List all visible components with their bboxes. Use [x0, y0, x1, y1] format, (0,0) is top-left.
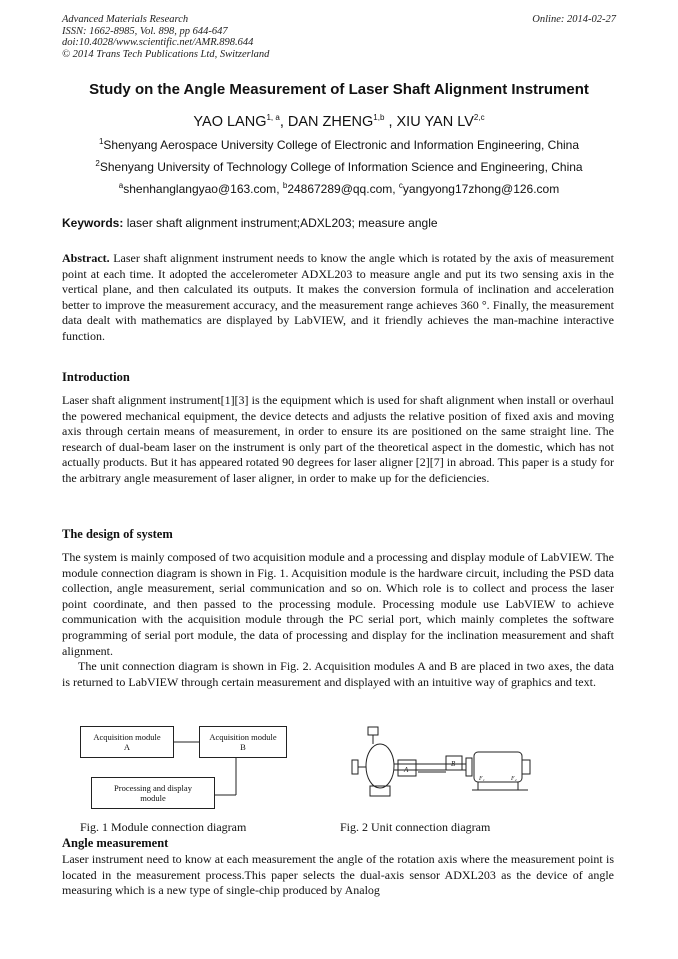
section-heading-design: The design of system: [62, 527, 173, 541]
journal-header: [62, 14, 269, 60]
design-paragraph-2: The unit connection diagram is shown in Fig. 2. Acquisition modules A and B are placed in two axes, the data is returned to LabVIEW through certain measurement and displayed with an intuitive way of graphics and text.: [62, 659, 614, 689]
affiliation-sup: 1: [98, 137, 104, 146]
email-list: $^a$shenhanglangyao@163.com, $^b$24867289@qq.com, $^c$yangyong17zhong@126.com: [118, 181, 560, 196]
acquisition-module-a-box: [80, 726, 174, 758]
author-name: YAO LANG: [193, 114, 267, 130]
author-name: XIU YAN LV: [396, 114, 474, 130]
affiliation-sup: 2: [95, 159, 100, 168]
author-sup: 2,c: [473, 113, 485, 123]
acquisition-module-b-box: [199, 726, 287, 758]
unit-label-a: A: [404, 766, 409, 774]
introduction-paragraph: Laser shaft alignment instrument[1][3] is the equipment which is used for shaft alignment when install or overhaul the powered mechanical equipment, the device detects and adjusts the relative position of fixed axis and moving axis through certain means of measurement, in order to ensure its are positioned on the same straight line. The research of dual-beam laser on the instrument is only part of the theoretical aspect in the domestic, which has not actually products. But it has appeared rotated 90 degrees for laser aligner [2][7] in abroad. This paper is a study for the arbitrary angle measurement of laser aligner, in order to make up for the deficiencies.: [62, 393, 614, 485]
unit-connection-diagram: [348, 724, 538, 812]
affiliation-2: [0, 160, 678, 174]
unit-label-f2: F₂: [511, 776, 517, 782]
email-link[interactable]: yangyong17zhong@126.com: [402, 182, 560, 196]
unit-drawing: [348, 724, 538, 812]
paper-title: Study on the Angle Measurement of Laser Shaft Alignment Instrument: [89, 81, 589, 98]
unit-label-b: B: [451, 760, 456, 768]
journal-name: Advanced Materials Research: [62, 14, 189, 25]
module-connection-diagram: [80, 725, 290, 813]
email-link[interactable]: 24867289@qq.com: [287, 182, 393, 196]
issn-line: ISSN: 1662-8985, Vol. 898, pp 644-647: [62, 25, 228, 37]
keywords-line: [62, 216, 438, 230]
author-sup: 1, a: [266, 113, 280, 123]
abstract-text: Laser shaft alignment instrument needs to know the angle which is rotated by the axis of measurement point at each time. It adopted the accelerometer ADXL203 to measure angle and put its two sensing axis in the vertical plane, and then calculated its outputs. It makes the conversion formula of inclination and acceleration better to improve the measurement accuracy, and the measurement range achieves 360 °. Finally, the measurement data dealt with mathematics are displayed by LabVIEW, and it friendly achieves the man-machine interactive function.: [62, 251, 614, 343]
unit-label-f1: F₁: [479, 776, 485, 782]
box-label: B: [240, 742, 246, 752]
processing-display-module-box: [91, 777, 215, 809]
abstract-paragraph: [62, 251, 614, 345]
online-date: Online: 2014-02-27: [532, 14, 616, 25]
affiliation-text: Shenyang University of Technology College of Information Science and Engineering, China: [99, 160, 583, 174]
doi-line: doi:10.4028/www.scientific.net/AMR.898.644: [62, 37, 254, 49]
email-sup: c: [398, 181, 403, 190]
keywords-label: Keywords:: [62, 216, 124, 230]
figure-2-caption: Fig. 2 Unit connection diagram: [340, 820, 491, 834]
author-sup: 1,b: [373, 113, 385, 123]
author-list: YAO LANG$^{1, a}$, DAN ZHENG$^{1,b}$ , XIU YAN LV$^{2,c}$: [193, 113, 485, 130]
affiliation-text: Shenyang Aerospace University College of Electronic and Information Engineering, China: [103, 138, 580, 152]
angle-paragraph: Laser instrument need to know at each measurement the angle of the rotation axis where the measurement point is located in the measurement process.This paper selects the dual-axis sensor ADXL203 as the device of angle measuring which is a new type of single-chip produced by Analog: [62, 852, 614, 898]
keywords-text: laser shaft alignment instrument;ADXL203; measure angle: [126, 216, 438, 230]
section-heading-introduction: Introduction: [62, 370, 130, 384]
box-label: Processing and display: [114, 783, 192, 793]
box-label: module: [140, 793, 166, 803]
email-link[interactable]: shenhanglangyao@163.com: [123, 182, 277, 196]
box-label: A: [123, 742, 131, 752]
box-label: Acquisition module: [209, 732, 277, 742]
design-paragraph-1: The system is mainly composed of two acquisition module and a processing and display module of LabVIEW. The module connection diagram is shown in Fig. 1. Acquisition module is the hardware circuit, including the PSD data collection, angle measurement, serial communication and so on. Which role is to collect and process the laser point coordinate, and then passed to the processing module. Processing module use LabVIEW to achieve communication with the acquisition module through the PC serial port, which mainly completes the software programming of serial port module, the data of processing and display for the inclination measurement and shaft alignment.: [62, 550, 614, 658]
author-name: DAN ZHENG: [287, 114, 374, 130]
figure-1-caption: Fig. 1 Module connection diagram: [80, 820, 247, 834]
abstract-label: Abstract.: [62, 251, 110, 265]
box-label: Acquisition module: [93, 732, 161, 742]
affiliation-1: [0, 138, 678, 152]
email-sup: b: [282, 181, 288, 190]
copyright-line: © 2014 Trans Tech Publications Ltd, Switzerland: [62, 48, 270, 60]
section-heading-angle: Angle measurement: [62, 836, 169, 850]
email-sup: a: [118, 181, 124, 190]
